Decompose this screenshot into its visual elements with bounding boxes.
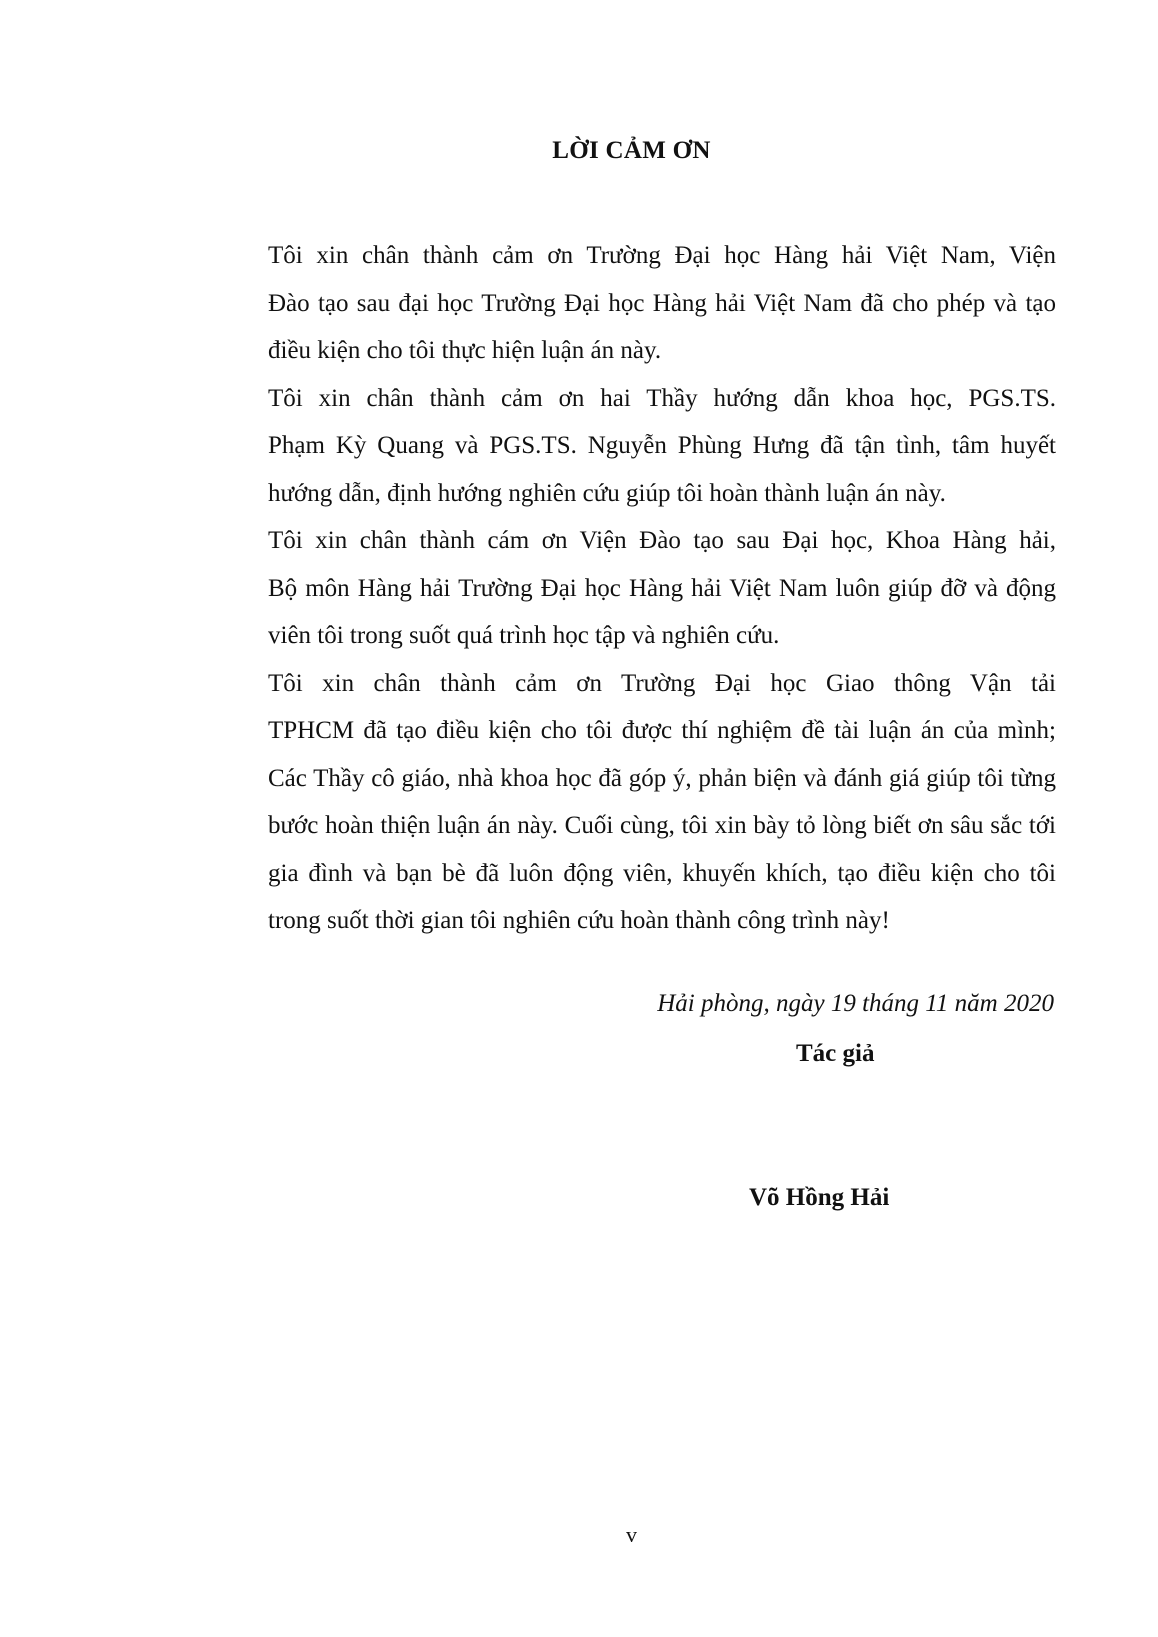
paragraph-line: viên tôi trong suốt quá trình học tập và nghiên cứu. — [268, 622, 780, 649]
paragraph-line: Đào tạo sau đại học Trường Đại học Hàng hải Việt Nam đã cho phép và tạo — [268, 289, 1056, 317]
date-line: Hải phòng, ngày 19 tháng 11 năm 2020 — [657, 990, 1054, 1017]
paragraph-4 — [196, 660, 1056, 945]
paragraph-line: Tôi xin chân thành cảm ơn hai Thầy hướng dẫn khoa học, PGS.TS. — [268, 384, 1056, 412]
page-number: v — [626, 1522, 637, 1547]
paragraph-line: bước hoàn thiện luận án này. Cuối cùng, tôi xin bày tỏ lòng biết ơn sâu sắc tới — [268, 812, 1056, 839]
paragraph-3 — [196, 517, 1056, 660]
acknowledgement-body — [196, 232, 1056, 945]
paragraph-line: Tôi xin chân thành cảm ơn Trường Đại học Giao thông Vận tải — [268, 669, 1056, 697]
paragraph-line: Bộ môn Hàng hải Trường Đại học Hàng hải Việt Nam luôn giúp đỡ và động — [268, 574, 1056, 602]
paragraph-1 — [196, 232, 1056, 375]
paragraph-line: Các Thầy cô giáo, nhà khoa học đã góp ý, phản biện và đánh giá giúp tôi từng — [268, 764, 1056, 792]
author-role: Tác giả — [796, 1040, 875, 1067]
paragraph-line: TPHCM đã tạo điều kiện cho tôi được thí nghiệm đề tài luận án của mình; — [268, 717, 1056, 744]
paragraph-line: Tôi xin chân thành cảm ơn Trường Đại học Hàng hải Việt Nam, Viện — [268, 242, 1056, 269]
paragraph-line: điều kiện cho tôi thực hiện luận án này. — [268, 337, 662, 364]
paragraph-line: trong suốt thời gian tôi nghiên cứu hoàn thành công trình này! — [268, 907, 890, 934]
author-name: Võ Hồng Hải — [749, 1184, 890, 1211]
paragraph-line: hướng dẫn, định hướng nghiên cứu giúp tôi hoàn thành luận án này. — [268, 479, 946, 507]
paragraph-line: Phạm Kỳ Quang và PGS.TS. Nguyễn Phùng Hưng đã tận tình, tâm huyết — [268, 432, 1056, 459]
paragraph-line: Tôi xin chân thành cám ơn Viện Đào tạo sau Đại học, Khoa Hàng hải, — [268, 527, 1056, 554]
paragraph-2 — [196, 375, 1056, 518]
page-title: LỜI CẢM ƠN — [552, 137, 711, 164]
paragraph-line: gia đình và bạn bè đã luôn động viên, khuyến khích, tạo điều kiện cho tôi — [268, 859, 1056, 887]
